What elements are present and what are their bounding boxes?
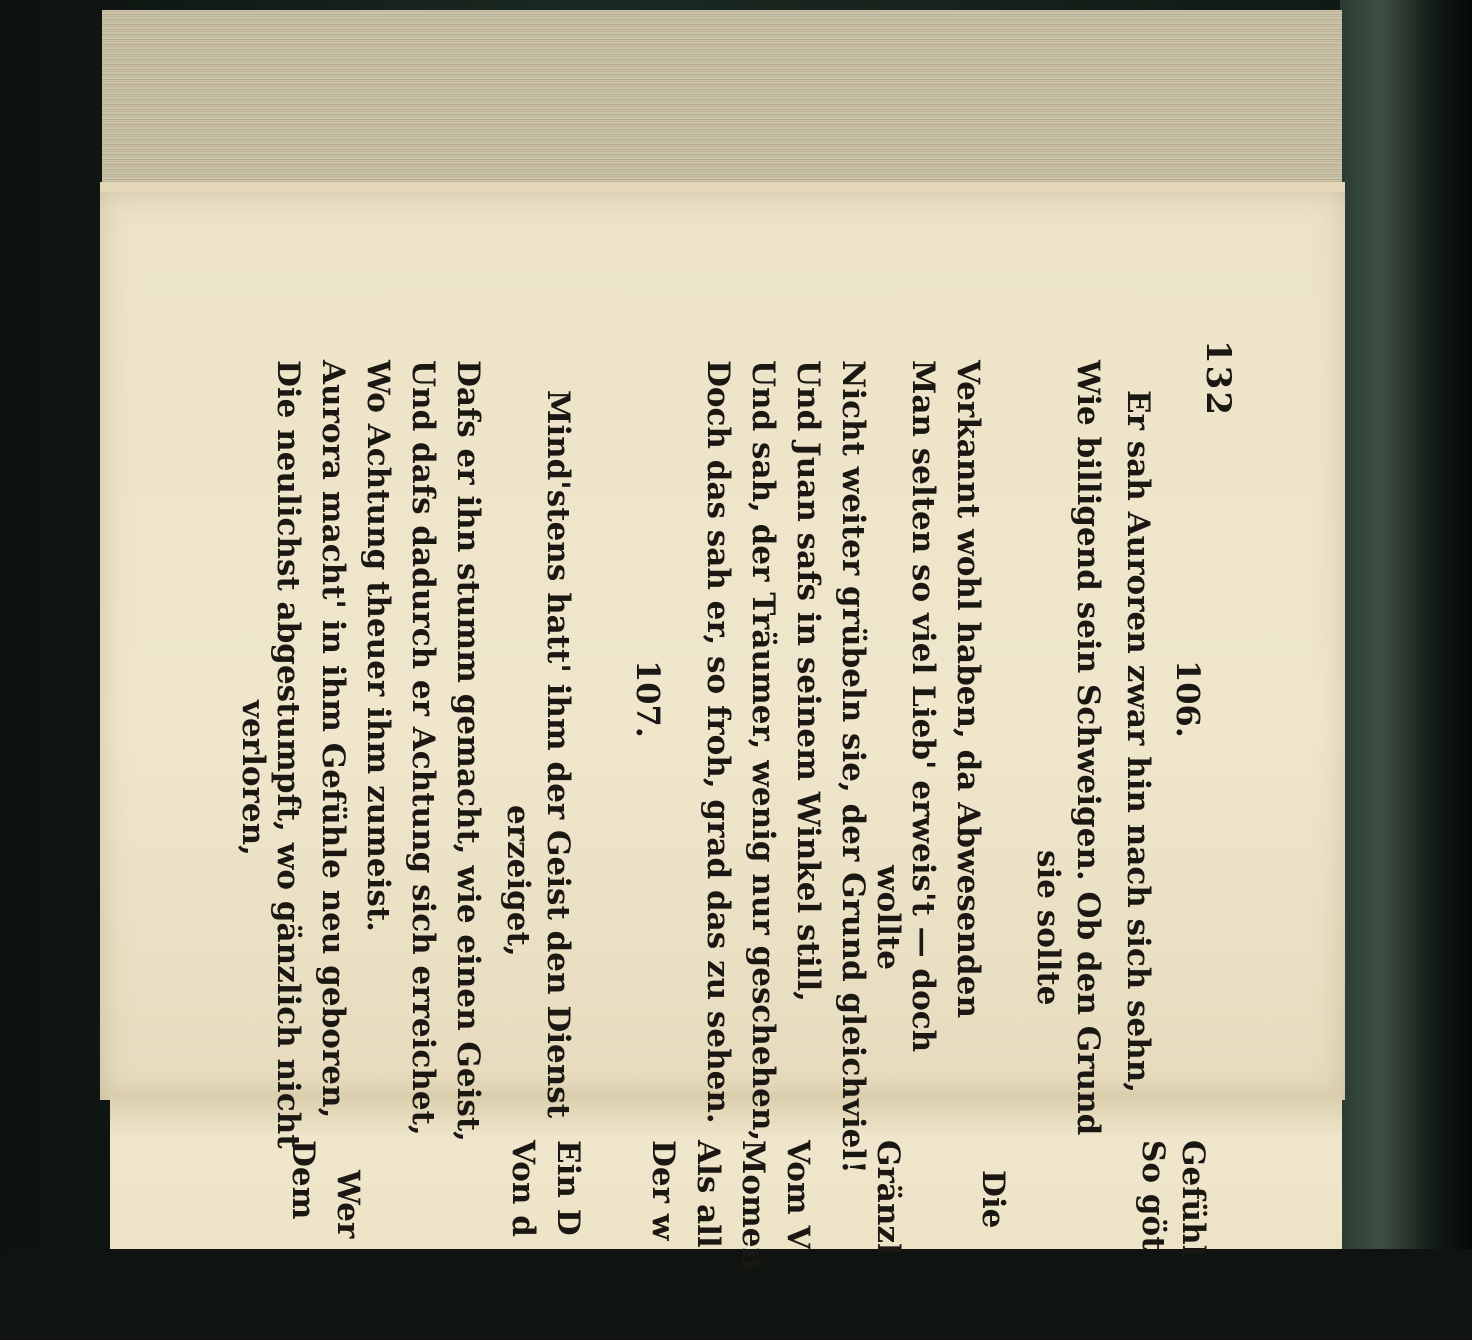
facing-page-fragment: Gefühl xyxy=(1175,1140,1211,1257)
page-content xyxy=(235,340,1240,1174)
poem-line: Wo Achtung theuer ihm zumeist. xyxy=(360,360,396,932)
facing-page-fragment: Die xyxy=(975,1170,1011,1229)
facing-page-fragment: Gränzl xyxy=(870,1140,906,1255)
facing-page-fragment: Momen xyxy=(735,1140,771,1271)
page-block-edges xyxy=(102,10,1342,188)
poem-line: Wie billigend sein Schweigen. Ob den Grund xyxy=(1070,360,1106,1136)
poem-line: Er sah Auroren zwar hin nach sich sehn, xyxy=(1120,390,1156,1094)
poem-line: Aurora macht' in ihm Gefühle neu geboren, xyxy=(315,360,351,1119)
page-number: 132 xyxy=(1198,340,1238,417)
poem-line-continuation: sie sollte xyxy=(1030,850,1066,1006)
poem-line: Dafs er ihn stumm gemacht, wie einen Geist, xyxy=(450,360,486,1142)
poem-line: Doch das sah er, so froh, grad das zu sehen. xyxy=(700,360,736,1124)
poem-line-continuation: wollte xyxy=(870,865,906,970)
poem-line: Und Juan safs in seinem Winkel still, xyxy=(790,360,826,1002)
poem-line: Und sah, der Träumer, wenig nur geschehen, xyxy=(745,360,781,1142)
facing-page-fragment: Vom V xyxy=(780,1140,816,1250)
poem-line-continuation: erzeiget, xyxy=(500,805,536,957)
facing-page-fragment: Wer xyxy=(330,1170,366,1239)
facing-page-fragment: Von d xyxy=(505,1140,541,1237)
poem-line: Man selten so viel Lieb' erweis't — doch xyxy=(905,360,941,1053)
facing-page-content xyxy=(285,1140,1230,1340)
poem-line: Nicht weiter grübeln sie, der Grund gleichviel! xyxy=(835,360,871,1174)
facing-page-fragment: Als all xyxy=(690,1140,726,1248)
poem-line: Mind'stens hatt' ihm der Geist den Dienst xyxy=(540,390,576,1119)
facing-page-fragment: Der w xyxy=(645,1140,681,1241)
stanza-number: 107. xyxy=(629,660,667,738)
stanza-number: 106. xyxy=(1169,660,1207,738)
book-spine xyxy=(1340,0,1472,1249)
poem-line: Verkannt wohl haben, da Abwesenden xyxy=(950,360,986,1018)
poem-line: Und dafs dadurch er Achtung sich erreichet, xyxy=(405,360,441,1136)
poem-line-continuation: verloren, xyxy=(235,700,271,856)
poem-line: Die neulichst abgestumpft, wo gänzlich nicht xyxy=(270,360,306,1149)
facing-page-fragment: Dem xyxy=(285,1140,321,1220)
facing-page-fragment: So göt xyxy=(1135,1140,1171,1251)
facing-page-fragment: Ein D xyxy=(550,1140,586,1236)
